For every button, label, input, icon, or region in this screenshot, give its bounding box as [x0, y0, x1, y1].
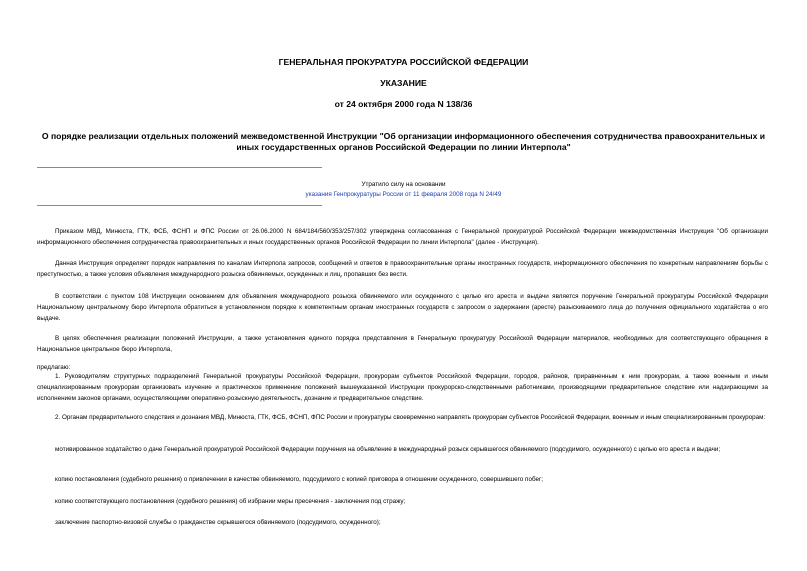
paragraph-order-approval: Приказом МВД, Минюста, ГТК, ФСБ, ФСНП и ФПС России от 26.06.2000 N 684/184/560/353/257/302 утверждена согласованная с Генеральной прокуратурой Российской Федерации межведомственная Инструкция "Об организации информационного обеспечения сотрудничества правоохранительных и иных государственных органов Российской Федерации по линии Интерпола" (далее - Инструкция). [37, 228, 768, 247]
paragraph-propose: предлагаю: [37, 364, 71, 371]
paragraph-citizenship-conclusion: заключение паспортно-визовой службы о гражданстве скрывшегося обвиняемого (подсудимого, осужденного); [55, 519, 381, 526]
document-title: О порядке реализации отдельных положений межведомственной Инструкции "Об организации информационного обеспечения сотрудничества правоохранительных и иных государственных органов Российской Федерации по линии Интерпола" [41, 131, 766, 152]
paragraph-instruction-scope: Данная Инструкция определяет порядок направления по каналам Интерпола запросов, сообщений и ответов в правоохранительные органы иностранных государств, информационного обеспечения по конкретным направлениям борьбы с преступностью, а также условия объявления международного розыска обвиняемых, осужденных и лиц, пропавших без вести. [37, 260, 768, 279]
paragraph-item-1: 1. Руководителям структурных подразделений Генеральной прокуратуры Российской Федерации, прокурорам субъектов Российской Федерации, городов, районов, приравненным к ним прокурорам, а также военным и иным специализированным прокурорам организовать изучение и практическое применение положений вышеуказанной Инструкции прокурорско-следственными работниками, производящими предварительное следствие или надзирающими за исполнением законов органами, осуществляющими оперативно-розыскную деятельность, дознание и предварительное следствие. [37, 373, 768, 403]
agency-heading: ГЕНЕРАЛЬНАЯ ПРОКУРАТУРА РОССИЙСКОЙ ФЕДЕРАЦИИ [278, 57, 529, 67]
paragraph-search-basis: В соответствии с пунктом 108 Инструкции основанием для объявления международного розыска обвиняемого или осужденного с целью его ареста и выдачи является поручение Генеральной прокуратуры Российской Федерации Национальному центральному бюро Интерпола обратиться в установленном порядке к компетентным органам иностранных государств с запросом о задержании (аресте) разыскиваемого лица до получения официального ходатайства о его выдаче. [37, 293, 768, 323]
paragraph-detention-copy: копию соответствующего постановления (судебного решения) об избрании меры пресечения - заключения под стражу; [55, 498, 406, 505]
divider-top [37, 167, 322, 168]
status-note-link-line [0, 190, 807, 199]
divider-bottom [37, 205, 322, 206]
paragraph-indictment-copy: копию постановления (судебного решения) о привлечении в качестве обвиняемого, подсудимого с копией приговора в отношении осужденного, совершившего побег; [55, 476, 544, 483]
repeal-document-link[interactable]: указания Генпрокуратуры России от 11 февраля 2008 года N 24/49 [305, 191, 502, 198]
paragraph-item-2: 2. Органам предварительного следствия и дознания МВД, Минюста, ГТК, ФСБ, ФСНП, ФПС России и прокуратуры своевременно направлять прокурорам субъектов Российской Федерации, военным и иным специализированным прокурорам: [55, 414, 766, 421]
status-note-label: Утратило силу на основании [361, 181, 446, 188]
paragraph-motion: мотивированное ходатайство о даче Генеральной прокуратурой Российской Федерации поручения на объявление в международный розыск скрывшегося обвиняемого (подсудимого, осужденного) с целью его ареста и выдачи; [55, 446, 721, 453]
document-date-number: от 24 октября 2000 года N 138/36 [334, 99, 473, 109]
paragraph-purpose: В целях обеспечения реализации положений Инструкции, а также установления единого порядка представления в Генеральную прокуратуру Российской Федерации материалов, необходимых для соответствующего обращения в Национальное центральное бюро Интерпола, [37, 335, 768, 354]
document-type-heading: УКАЗАНИЕ [380, 78, 427, 88]
